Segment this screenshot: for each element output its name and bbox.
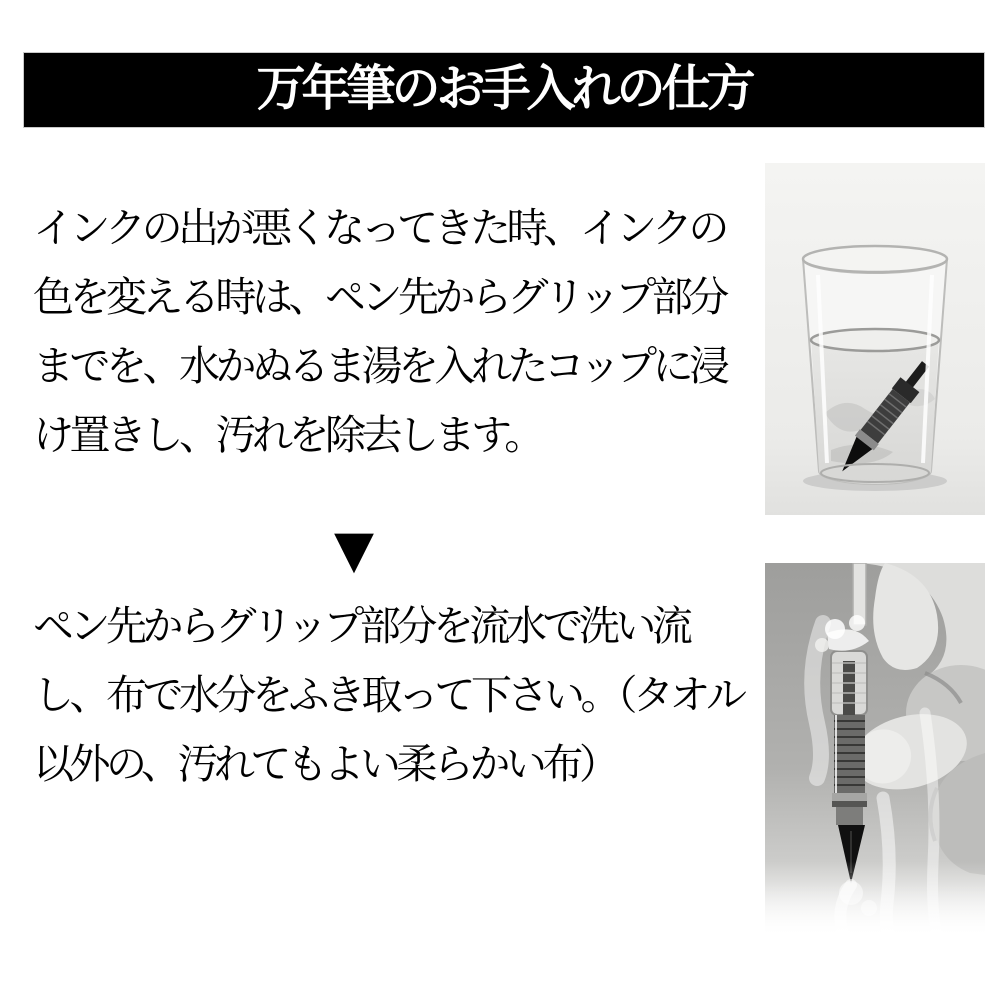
text-line: け置きし、汚れを除去します。 xyxy=(33,411,541,459)
text-line: し、布で水分をふき取って下さい。（タオル xyxy=(33,671,743,719)
title-bar xyxy=(23,52,985,128)
text-line: までを、水かぬるま湯を入れたコップに浸 xyxy=(33,342,726,390)
step1-text xyxy=(33,194,726,470)
text-line: ペン先からグリップ部分を流水で洗い流 xyxy=(33,602,689,650)
rinse-photo xyxy=(765,563,985,938)
text-line: インクの出が悪くなってきた時、インクの xyxy=(33,204,725,252)
step2-text xyxy=(33,592,743,799)
text-line: 色を変える時は、ペン先からグリップ部分 xyxy=(33,273,725,321)
text-line: 以外の、汚れてもよい柔らかい布） xyxy=(33,740,616,788)
page-title: 万年筆のお手入れの仕方 xyxy=(256,59,752,117)
down-arrow-icon: ▼ xyxy=(334,520,374,580)
soak-photo xyxy=(765,163,985,515)
